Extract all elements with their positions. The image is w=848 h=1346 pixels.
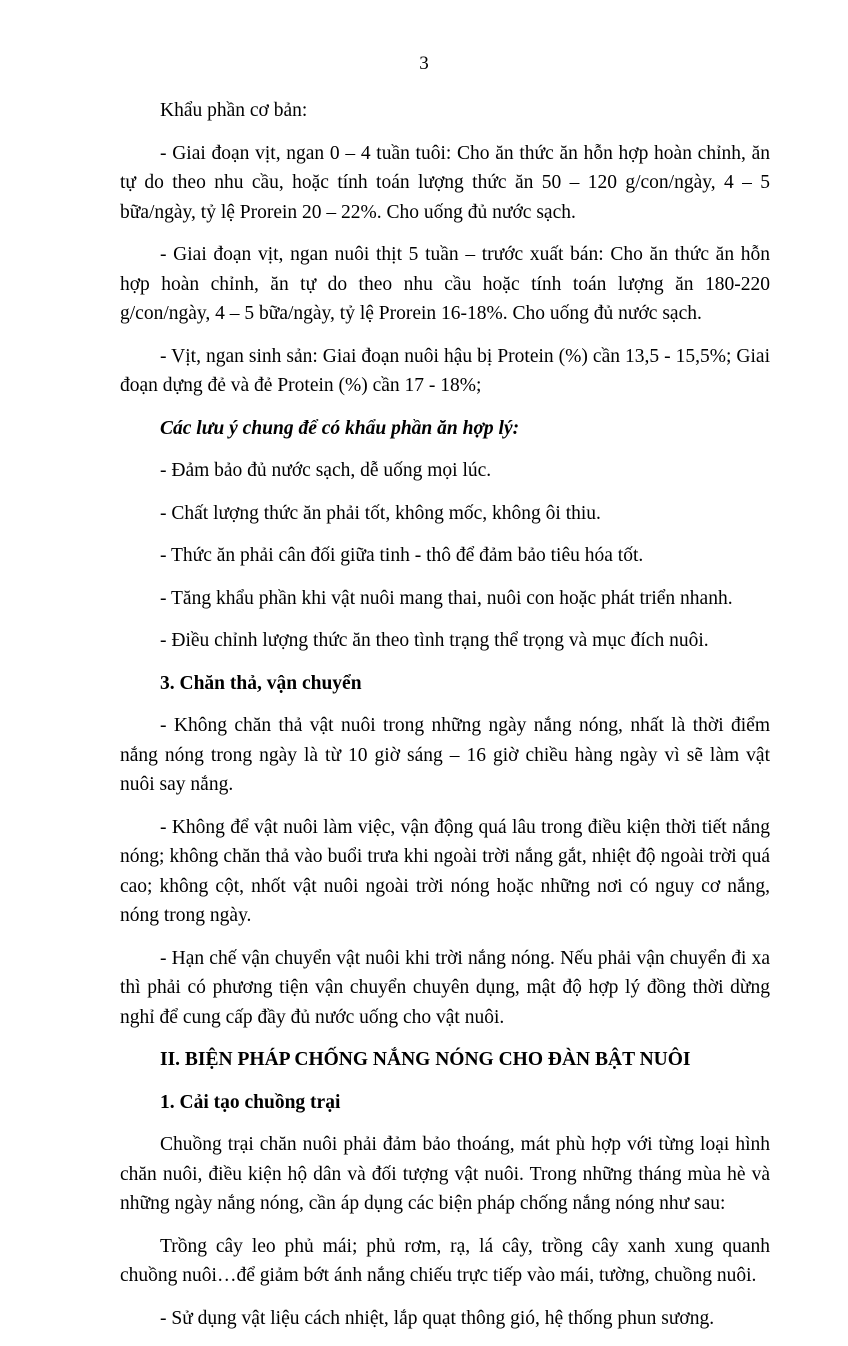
section-heading: Các lưu ý chung để có khẩu phần ăn hợp lý: xyxy=(160,417,520,439)
body-paragraph: - Hạn chế vận chuyển vật nuôi khi trời nắng nóng. Nếu phải vận chuyển đi xa thì phải có phương tiện vận chuyển chuyên dụng, mật độ hợp lý đồng thời dừng nghỉ để cung cấp đầy đủ nước uống cho vật nuôi. xyxy=(120,947,770,1028)
body-paragraph: - Không để vật nuôi làm việc, vận động quá lâu trong điều kiện thời tiết nắng nóng; không chăn thả vào buổi trưa khi ngoài trời nắng gắt, nhiệt độ ngoài trời quá cao; không cột, nhốt vật nuôi ngoài trời nóng hoặc những nơi có nguy cơ nắng, nóng trong ngày. xyxy=(120,816,770,926)
body-paragraph: Chuồng trại chăn nuôi phải đảm bảo thoáng, mát phù hợp với từng loại hình chăn nuôi, điều kiện hộ dân và đối tượng vật nuôi. Trong những tháng mùa hè và những ngày nắng nóng, cần áp dụng các biện pháp chống nắng nóng như sau: xyxy=(120,1134,770,1214)
body-paragraph: Khẩu phần cơ bản: xyxy=(160,100,308,121)
body-paragraph: - Chất lượng thức ăn phải tốt, không mốc, không ôi thiu. xyxy=(160,502,601,524)
body-paragraph: - Vịt, ngan sinh sản: Giai đoạn nuôi hậu bị Protein (%) cần 13,5 - 15,5%; Giai đoạn dựng đẻ và đẻ Protein (%) cần 17 - 18%; xyxy=(120,345,770,396)
body-paragraph: - Đảm bảo đủ nước sạch, dễ uống mọi lúc. xyxy=(160,460,492,481)
body-paragraph: - Giai đoạn vịt, ngan nuôi thịt 5 tuần – trước xuất bán: Cho ăn thức ăn hỗn hợp hoàn chỉnh, ăn tự do theo nhu cầu hoặc tính toán lượng ăn 180-220 g/con/ngày, 4 – 5 bữa/ngày, tỷ lệ Prorein 16-18%. Cho uống đủ nước sạch. xyxy=(120,244,770,324)
body-paragraph: - Giai đoạn vịt, ngan 0 – 4 tuần tuôi: Cho ăn thức ăn hỗn hợp hoàn chỉnh, ăn tự do theo nhu cầu, hoặc tính toán lượng thức ăn 50 – 120 g/con/ngày, 4 – 5 bữa/ngày, tỷ lệ Prorein 20 – 22%. Cho uống đủ nước sạch. xyxy=(120,142,770,223)
body-paragraph: Trồng cây leo phủ mái; phủ rơm, rạ, lá cây, trồng cây xanh xung quanh chuồng nuôi…để giảm bớt ánh nắng chiếu trực tiếp vào mái, tường, chuồng nuôi. xyxy=(120,1235,770,1286)
body-paragraph: - Sử dụng vật liệu cách nhiệt, lắp quạt thông gió, hệ thống phun sương. xyxy=(160,1307,715,1329)
body-paragraph: - Tăng khẩu phần khi vật nuôi mang thai, nuôi con hoặc phát triển nhanh. xyxy=(160,587,733,609)
page-number: 3 xyxy=(419,53,429,74)
body-paragraph: - Thức ăn phải cân đối giữa tinh - thô để đảm bảo tiêu hóa tốt. xyxy=(160,545,644,566)
document-body xyxy=(120,96,770,1346)
section-heading: 3. Chăn thả, vận chuyển xyxy=(160,672,362,694)
body-paragraph: - Điều chỉnh lượng thức ăn theo tình trạng thể trọng và mục đích nuôi. xyxy=(160,630,709,651)
body-paragraph: - Không chăn thả vật nuôi trong những ngày nắng nóng, nhất là thời điểm nắng nóng trong ngày là từ 10 giờ sáng – 16 giờ chiều hàng ngày vì sẽ làm vật nuôi say nắng. xyxy=(120,715,770,795)
section-heading: II. BIỆN PHÁP CHỐNG NẮNG NÓNG CHO ĐÀN BẬT NUÔI xyxy=(160,1049,691,1070)
section-heading: 1. Cải tạo chuồng trại xyxy=(160,1091,341,1113)
